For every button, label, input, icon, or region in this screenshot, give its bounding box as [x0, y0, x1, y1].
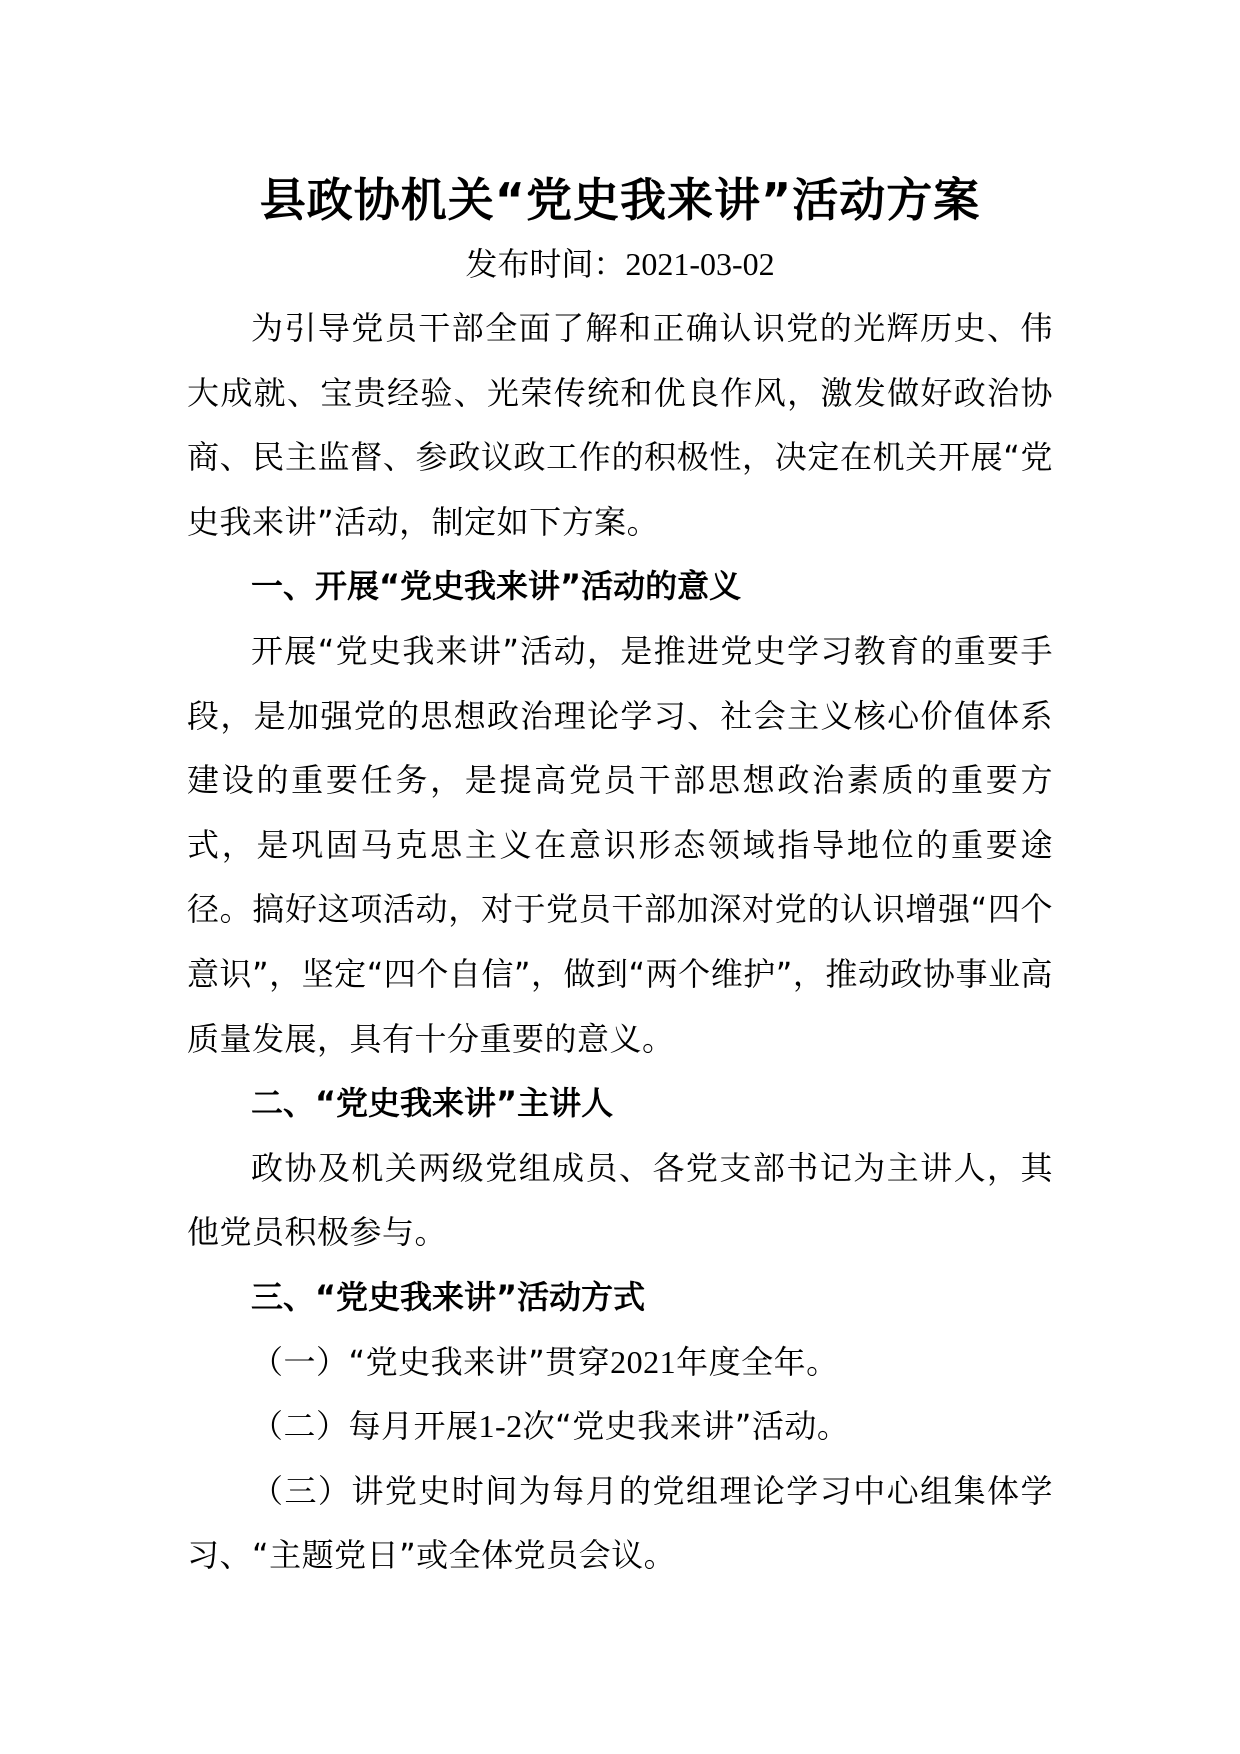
item-2-prefix: （二）每月开展 [251, 1407, 479, 1446]
document-title: 县政协机关“党史我来讲”活动方案 [259, 173, 981, 227]
section-2-heading: 二、“党史我来讲”主讲人 [251, 1084, 614, 1123]
section-1-heading: 一、开展“党史我来讲”活动的意义 [251, 567, 742, 606]
section-2-text: 政协及机关两级党组成员、各党支部书记为主讲人，其他党员积极参与。 [187, 1148, 1053, 1252]
section-3-item-2 [187, 1394, 1053, 1459]
section-3-item-3: （三）讲党史时间为每月的党组理论学习中心组集体学习、“主题党日”或全体党员会议。 [187, 1471, 1053, 1575]
item-2-suffix: 次“党史我来讲”活动。 [522, 1407, 850, 1446]
section-1-text: 开展“党史我来讲”活动，是推进党史学习教育的重要手段，是加强党的思想政治理论学习、社会主义核心价值体系建设的重要任务，是提高党员干部思想政治素质的重要方式，是巩固马克思主义在意识形态领域指导地位的重要途径。搞好这项活动，对于党员干部加深对党的认识增强“四个意识”，坚定“四个自信”，做到“两个维护”，推动政协事业高质量发展，具有十分重要的意义。 [187, 631, 1053, 1058]
publish-date [0, 244, 1240, 284]
item-1-prefix: （一）“党史我来讲”贯穿 [251, 1342, 611, 1381]
intro-paragraph: 为引导党员干部全面了解和正确认识党的光辉历史、伟大成就、宝贵经验、光荣传统和优良作风，激发做好政治协商、民主监督、参政议政工作的积极性，决定在机关开展“党史我来讲”活动，制定如下方案。 [187, 309, 1053, 541]
item-1-year: 2021 [610, 1343, 677, 1380]
item-1-suffix: 年度全年。 [676, 1342, 839, 1381]
publish-date-value: 2021-03-02 [625, 246, 775, 282]
section-3-item-1 [187, 1330, 1053, 1395]
item-2-number: 1-2 [478, 1408, 523, 1445]
publish-date-label: 发布时间： [465, 245, 626, 283]
section-3-heading: 三、“党史我来讲”活动方式 [251, 1277, 646, 1316]
document-body [187, 296, 1053, 1588]
